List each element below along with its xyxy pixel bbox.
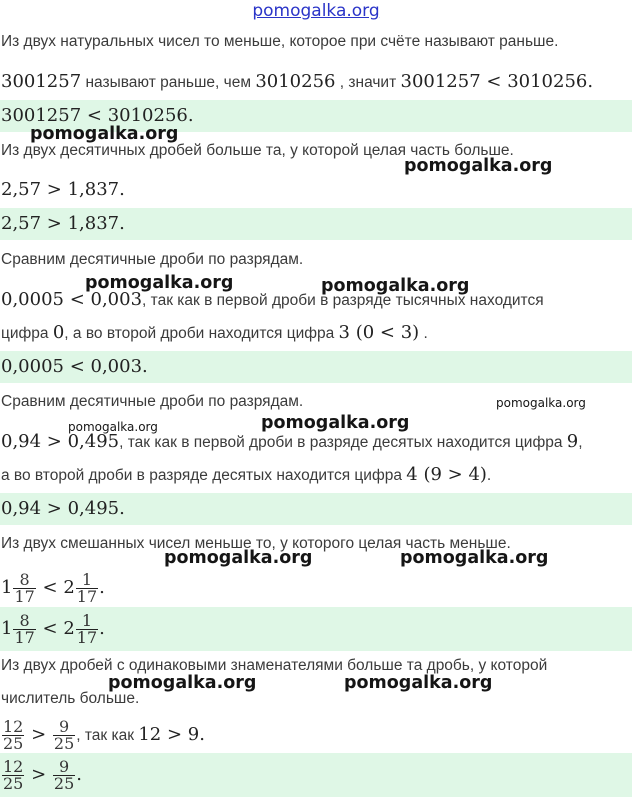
- watermark: pomogalka.org: [404, 156, 553, 176]
- fraction-12-25: $\frac{12}{25}$: [3, 757, 24, 794]
- watermark: pomogalka.org: [496, 396, 586, 410]
- fraction-9-25: $\frac{9}{25}$: [53, 757, 75, 794]
- rule-decimal-digits-2: Сравним десятичные дроби по разрядам.: [1, 393, 304, 410]
- watermark: pomogalka.org: [85, 273, 234, 293]
- example-decimal-integer-part: 2,57 > 1,837.: [1, 179, 125, 200]
- fraction-8-17: $\frac{8}{17}$: [14, 611, 35, 648]
- fraction-12-25: $\frac{12}{25}$: [3, 717, 24, 754]
- example-decimal-digits-1-cont: цифра 0, а во второй дроби находится цифра 3 (0 < 3) .: [1, 322, 428, 343]
- site-brand[interactable]: pomogalka.org: [252, 1, 380, 21]
- answer-decimal-digits-1: 0,0005 < 0,003.: [0, 351, 632, 383]
- rule-mixed-numbers: Из двух смешанных чисел меньше то, у которого целая часть меньше.: [1, 535, 511, 552]
- watermark: pomogalka.org: [30, 124, 179, 144]
- watermark: pomogalka.org: [164, 548, 313, 568]
- example-decimal-digits-2: 0,94 > 0,495, так как в первой дроби в разряде десятых находится цифра 9,: [1, 431, 583, 452]
- watermark: pomogalka.org: [261, 413, 410, 433]
- example-same-denominator: $\frac{12}{25}$ > $\frac{9}{25}$ , так как 12 > 9.: [3, 717, 205, 754]
- answer-mixed-numbers: 1 $\frac{8}{17}$ < 2 $\frac{1}{17}$ .: [0, 607, 632, 651]
- answer-decimal-digits-2: 0,94 > 0,495.: [0, 493, 632, 525]
- rule-natural-numbers: Из двух натуральных чисел то меньше, которое при счёте называют раньше.: [1, 33, 559, 50]
- rule-same-denominator-cont: числитель больше.: [1, 690, 140, 707]
- answer-same-denominator: $\frac{12}{25}$ > $\frac{9}{25}$ .: [0, 753, 632, 797]
- rule-decimal-digits-1: Сравним десятичные дроби по разрядам.: [1, 251, 304, 268]
- answer-decimal-integer-part: 2,57 > 1,837.: [0, 208, 632, 240]
- rule-same-denominator: Из двух дробей с одинаковыми знаменателями больше та дробь, у которой: [1, 657, 548, 674]
- example-decimal-digits-2-cont: а во второй дроби в разряде десятых находится цифра 4 (9 > 4).: [1, 464, 492, 485]
- example-natural-numbers: 3001257 называют раньше, чем 3010256 , значит 3001257 < 3010256.: [1, 71, 594, 92]
- watermark: pomogalka.org: [344, 673, 493, 693]
- fraction-9-25: $\frac{9}{25}$: [53, 717, 75, 754]
- fraction-1-17: $\frac{1}{17}$: [76, 570, 98, 607]
- watermark: pomogalka.org: [321, 276, 470, 296]
- answer-natural-numbers: 3001257 < 3010256.: [0, 100, 632, 132]
- watermark: pomogalka.org: [68, 420, 158, 434]
- watermark: pomogalka.org: [108, 673, 257, 693]
- watermark: pomogalka.org: [400, 548, 549, 568]
- example-decimal-digits-1: 0,0005 < 0,003, так как в первой дроби в разряде тысячных находится: [1, 289, 544, 310]
- fraction-8-17: $\frac{8}{17}$: [14, 570, 35, 607]
- example-mixed-numbers: 1 $\frac{8}{17}$ < 2 $\frac{1}{17}$ .: [1, 570, 105, 607]
- rule-decimal-integer-part: Из двух десятичных дробей больше та, у которой целая часть больше.: [1, 142, 514, 159]
- fraction-1-17: $\frac{1}{17}$: [76, 611, 98, 648]
